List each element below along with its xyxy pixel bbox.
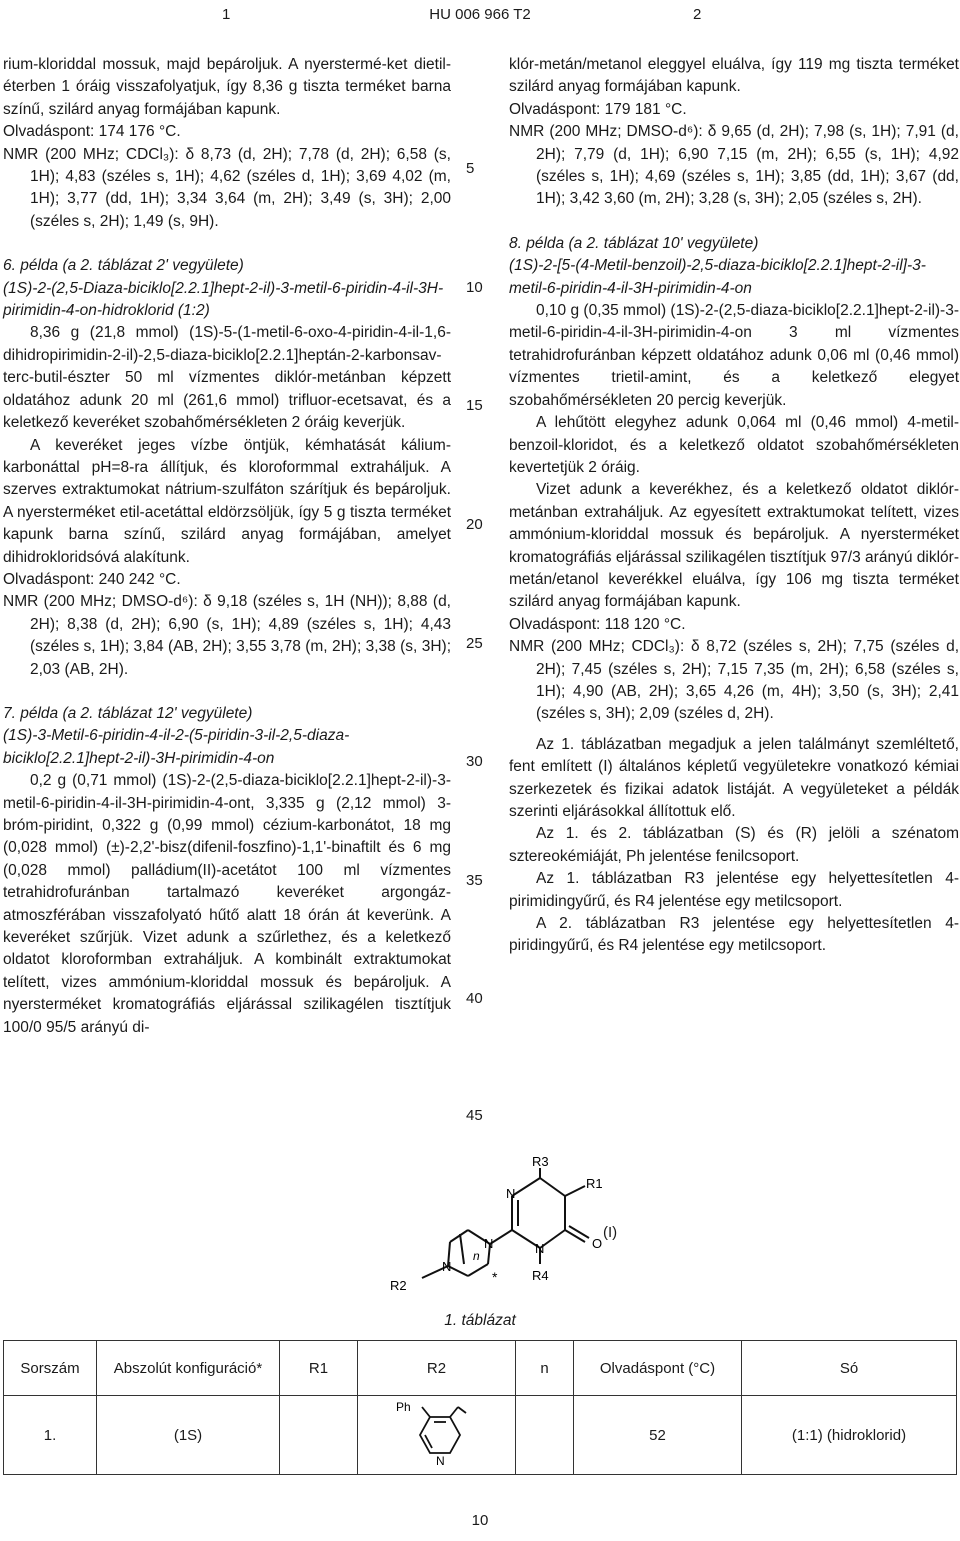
line-number: 20 (466, 516, 483, 533)
nmr-data: NMR (200 MHz; DMSO-d⁶): δ 9,18 (széles s, 1H (NH)); 8,88 (d, 2H); 8,38 (d, 2H); 6,90 (s, 1H); 4,89 (széles s, 1H); 4,43 (széles s, 1H); 3,84 (AB, 2H); 3,55 3,78 (m, 2H); 3,38 (s, 3H); 2,03 (AB, 2H). (3, 593, 451, 678)
right-column (509, 54, 959, 958)
example-6-compound: (1S)-2-(2,5-Diaza-biciklo[2.2.1]hept-2-il)-3-metil-6-piridin-4-il-3H-pirimidin-4-on-hidroklorid (1:2) (3, 279, 444, 320)
table-cell: 52 (574, 1396, 742, 1475)
example-7-title: 7. példa (a 2. táblázat 12' vegyülete) (3, 704, 253, 722)
nmr-data: NMR (200 MHz; CDCl₃): δ 8,73 (d, 2H); 7,78 (d, 2H); 6,58 (s, 1H); 4,83 (széles s, 1H); 4,62 (széles d, 1H); 3,69 4,02 (m, 1H); 3,77 (dd, 1H); 3,34 3,64 (m, 2H); 3,49 (s, 3H); 2,00 (széles s, 2H); 1,49 (s, 9H). (3, 145, 451, 230)
r4-label: R4 (532, 1268, 549, 1283)
phenyl-pyridine-structure (392, 1399, 482, 1467)
line-number: 25 (466, 635, 483, 652)
paragraph: A keveréket jeges vízbe öntjük, kémhatását kálium-karbonáttal pH=8-ra állítjuk, és kloroformmal extraháljuk. A szerves extraktumokat nátrium-szulfáton szárítjuk és bepároljuk. A nyersterméket etil-acetáttal eldörzsöljük, így 5 g tiszta terméket kapunk barna színű, szilárd anyag formájában, amelyet dihidrokloridsóvá alakítunk. (3, 436, 451, 566)
nitrogen-label: N (435, 1454, 445, 1468)
melting-point: Olvadáspont: 240 242 °C. (3, 570, 181, 588)
table-header-row (4, 1341, 957, 1396)
line-number: 15 (466, 397, 483, 414)
table-cell: (1S) (97, 1396, 280, 1475)
general-formula-structure (380, 1154, 630, 1300)
table-cell (280, 1396, 358, 1475)
nitrogen-label: N (484, 1236, 494, 1251)
paragraph: 0,2 g (0,71 mmol) (1S)-2-(2,5-diaza-biciklo[2.2.1]hept-2-il)-3-metil-6-piridin-4-il-3H-pirimidin-4-ont, 3,335 g (2,12 mmol) 3-bróm-piridint, 0,322 g (0,99 mmol) cézium-karbonátot, 18 mg (0,028 mmol) (±)-2,2'-bisz(difenil-foszfino)-1,1'-binaftilt és 6 mg (0,028 mmol) palládium(II)-acetátot 100 ml vízmentes tetrahidrofuránban tartalmazó keveréket argongáz-atmoszférában visszafolyató hűtő alatt 18 órán át keverünk. A keveréket szűrjük. Vizet adunk a szűrlethez, és a keletkező oldatot kloroformban extraháljuk. A kombinált extraktumokat telített, vizes ammónium-kloriddal mossuk és bepároljuk. A nyersterméket kromatográfiás eljárással szilikagélen tisztítjuk 100/0 95/5 arányú di- (3, 772, 451, 1036)
paragraph: A lehűtött elegyhez adunk 0,064 ml (0,46 mmol) 4-metil-benzoil-kloridot, és a keletkező oldatot szobahőmérsékleten kevertetjük 2 óráig. (509, 414, 959, 476)
line-number: 40 (466, 990, 483, 1007)
line-numbers (466, 0, 496, 1541)
page-number-right: 2 (693, 6, 702, 23)
column-header: n (516, 1341, 574, 1396)
line-number: 45 (466, 1107, 483, 1124)
stereo-star: * (492, 1269, 498, 1285)
page-footer-number: 10 (471, 1512, 489, 1529)
data-table (3, 1340, 957, 1475)
left-column (3, 54, 451, 1039)
table-row (4, 1396, 957, 1475)
column-header: R1 (280, 1341, 358, 1396)
phenyl-label: Ph (395, 1400, 411, 1414)
nmr-data: NMR (200 MHz; CDCl₃): δ 8,72 (széles s, 2H); 7,75 (széles d, 2H); 7,45 (széles s, 2H); 7,15 7,35 (m, 2H); 6,58 (széles s, 1H); 4,90 (AB, 2H); 3,65 4,26 (m, 4H); 3,50 (s, 3H); 2,41 (széles s, 3H); 2,09 (széles d, 2H). (509, 638, 959, 723)
paragraph: 8,36 g (21,8 mmol) (1S)-5-(1-metil-6-oxo-4-piridin-4-il-1,6-dihidropirimidin-2-il)-2,5-diaza-biciklo[2.2.1]heptán-2-karbonsav-terc-butil-észter 50 ml vízmentes diklór-metánban képzett oldatához adunk 20 ml (261,6 mmol) trifluor-ecetsavat, és a keletkező keveréket szobahőmérsékleten 2 óráig keverjük. (3, 324, 451, 432)
paragraph: rium-kloriddal mossuk, majd bepároljuk. A nyerstermé-ket dietil-éterben 1 óráig visszafolyatjuk, így 8,36 g tiszta terméket barna színű, szilárd anyag formájában kapunk. (3, 56, 451, 118)
example-6-title: 6. példa (a 2. táblázat 2' vegyülete) (3, 257, 244, 275)
melting-point: Olvadáspont: 174 176 °C. (3, 123, 181, 141)
paragraph: Az 1. táblázatban megadjuk a jelen találmányt szemléltető, fent említett (I) általános képletű vegyületekre vonatkozó kémiai szerkezetek és fizikai adatok listáját. A vegyületeket a példák szerinti eljárásokkal állítottuk elő. (509, 735, 959, 820)
oxygen-label: O (592, 1236, 603, 1251)
column-header: Sorszám (4, 1341, 97, 1396)
r2-label: R2 (390, 1278, 407, 1293)
page-number-left: 1 (222, 6, 231, 23)
nitrogen-label: N (506, 1186, 516, 1201)
table-cell-structure (358, 1396, 516, 1475)
nitrogen-label: N (442, 1259, 452, 1274)
table-caption: 1. táblázat (444, 1312, 516, 1329)
table-cell: 1. (4, 1396, 97, 1475)
example-7-compound: (1S)-3-Metil-6-piridin-4-il-2-(5-piridin-3-il-2,5-diaza-biciklo[2.2.1]hept-2-il)-3H-pirimidin-4-on (3, 727, 350, 767)
line-number: 5 (466, 160, 475, 177)
nitrogen-label: N (535, 1241, 545, 1256)
column-header: Abszolút konfiguráció* (97, 1341, 280, 1396)
paragraph: Az 1. és 2. táblázatban (S) és (R) jelöli a szénatom sztereokémiáját, Ph jelentése fenilcsoport. (509, 825, 959, 865)
line-number: 10 (466, 279, 483, 296)
r1-label: R1 (586, 1176, 603, 1191)
paragraph: klór-metán/metanol eleggyel eluálva, így 119 mg tiszta terméket szilárd anyag formájában kapunk. (509, 56, 959, 96)
column-header: Só (742, 1341, 957, 1396)
paragraph: Az 1. táblázatban R3 jelentése egy helyettesítetlen 4-pirimidingyűrű, és R4 jelentése egy metilcsoport. (509, 870, 959, 910)
table-cell (516, 1396, 574, 1475)
paragraph: 0,10 g (0,35 mmol) (1S)-2-(2,5-diaza-biciklo[2.2.1]hept-2-il)-3-metil-6-piridin-4-il-3H-pirimidin-4-on 3 ml vízmentes tetrahidrofuránban képzett oldatához adunk 0,06 ml (0,46 mmol) vízmentes trietil-amint, és a keletkező elegyet szobahőmérsékleten 20 percig keverjük. (509, 302, 959, 409)
paragraph: A 2. táblázatban R3 jelentése egy helyettesítetlen 4-piridingyűrű, és R4 jelentése egy metilcsoport. (509, 915, 959, 955)
table-cell: (1:1) (hidroklorid) (742, 1396, 957, 1475)
r3-label: R3 (532, 1154, 549, 1169)
example-8-title: 8. példa (a 2. táblázat 10' vegyülete) (509, 234, 759, 252)
column-header: R2 (358, 1341, 516, 1396)
line-number: 35 (466, 872, 483, 889)
example-8-compound: (1S)-2-[5-(4-Metil-benzoil)-2,5-diaza-biciklo[2.2.1]hept-2-il]-3-metil-6-piridin-4-il-3H-pirimidin-4-on (509, 257, 926, 297)
n-label: n (473, 1249, 480, 1263)
line-number: 30 (466, 753, 483, 770)
formula-label: (I) (603, 1224, 618, 1241)
paragraph: Vizet adunk a keverékhez, és a keletkező oldatot diklór-metánban extraháljuk. Az egyesített extraktumokat telített, vizes ammónium-kloriddal mossuk és bepároljuk. A nyersterméket kromatográfiás eljárással szilikagélen tisztítjuk 97/3 arányú diklór-metán/etanol keverékkel eluálva, így 106 mg tiszta terméket szilárd anyag formájában kapunk. (509, 481, 959, 611)
melting-point: Olvadáspont: 118 120 °C. (509, 615, 686, 633)
patent-number: HU 006 966 T2 (429, 6, 531, 23)
melting-point: Olvadáspont: 179 181 °C. (509, 100, 687, 118)
column-header: Olvadáspont (°C) (574, 1341, 742, 1396)
nmr-data: NMR (200 MHz; DMSO-d⁶): δ 9,65 (d, 2H); 7,98 (s, 1H); 7,91 (d, 2H); 7,79 (d, 1H); 6,90 7,15 (m, 2H); 6,55 (s, 1H); 4,92 (széles s, 1H); 4,69 (széles s, 1H); 3,85 (dd, 1H); 3,67 (dd, 1H); 3,42 3,60 (m, 2H); 3,28 (s, 3H); 2,05 (széles s, 2H). (509, 123, 959, 208)
